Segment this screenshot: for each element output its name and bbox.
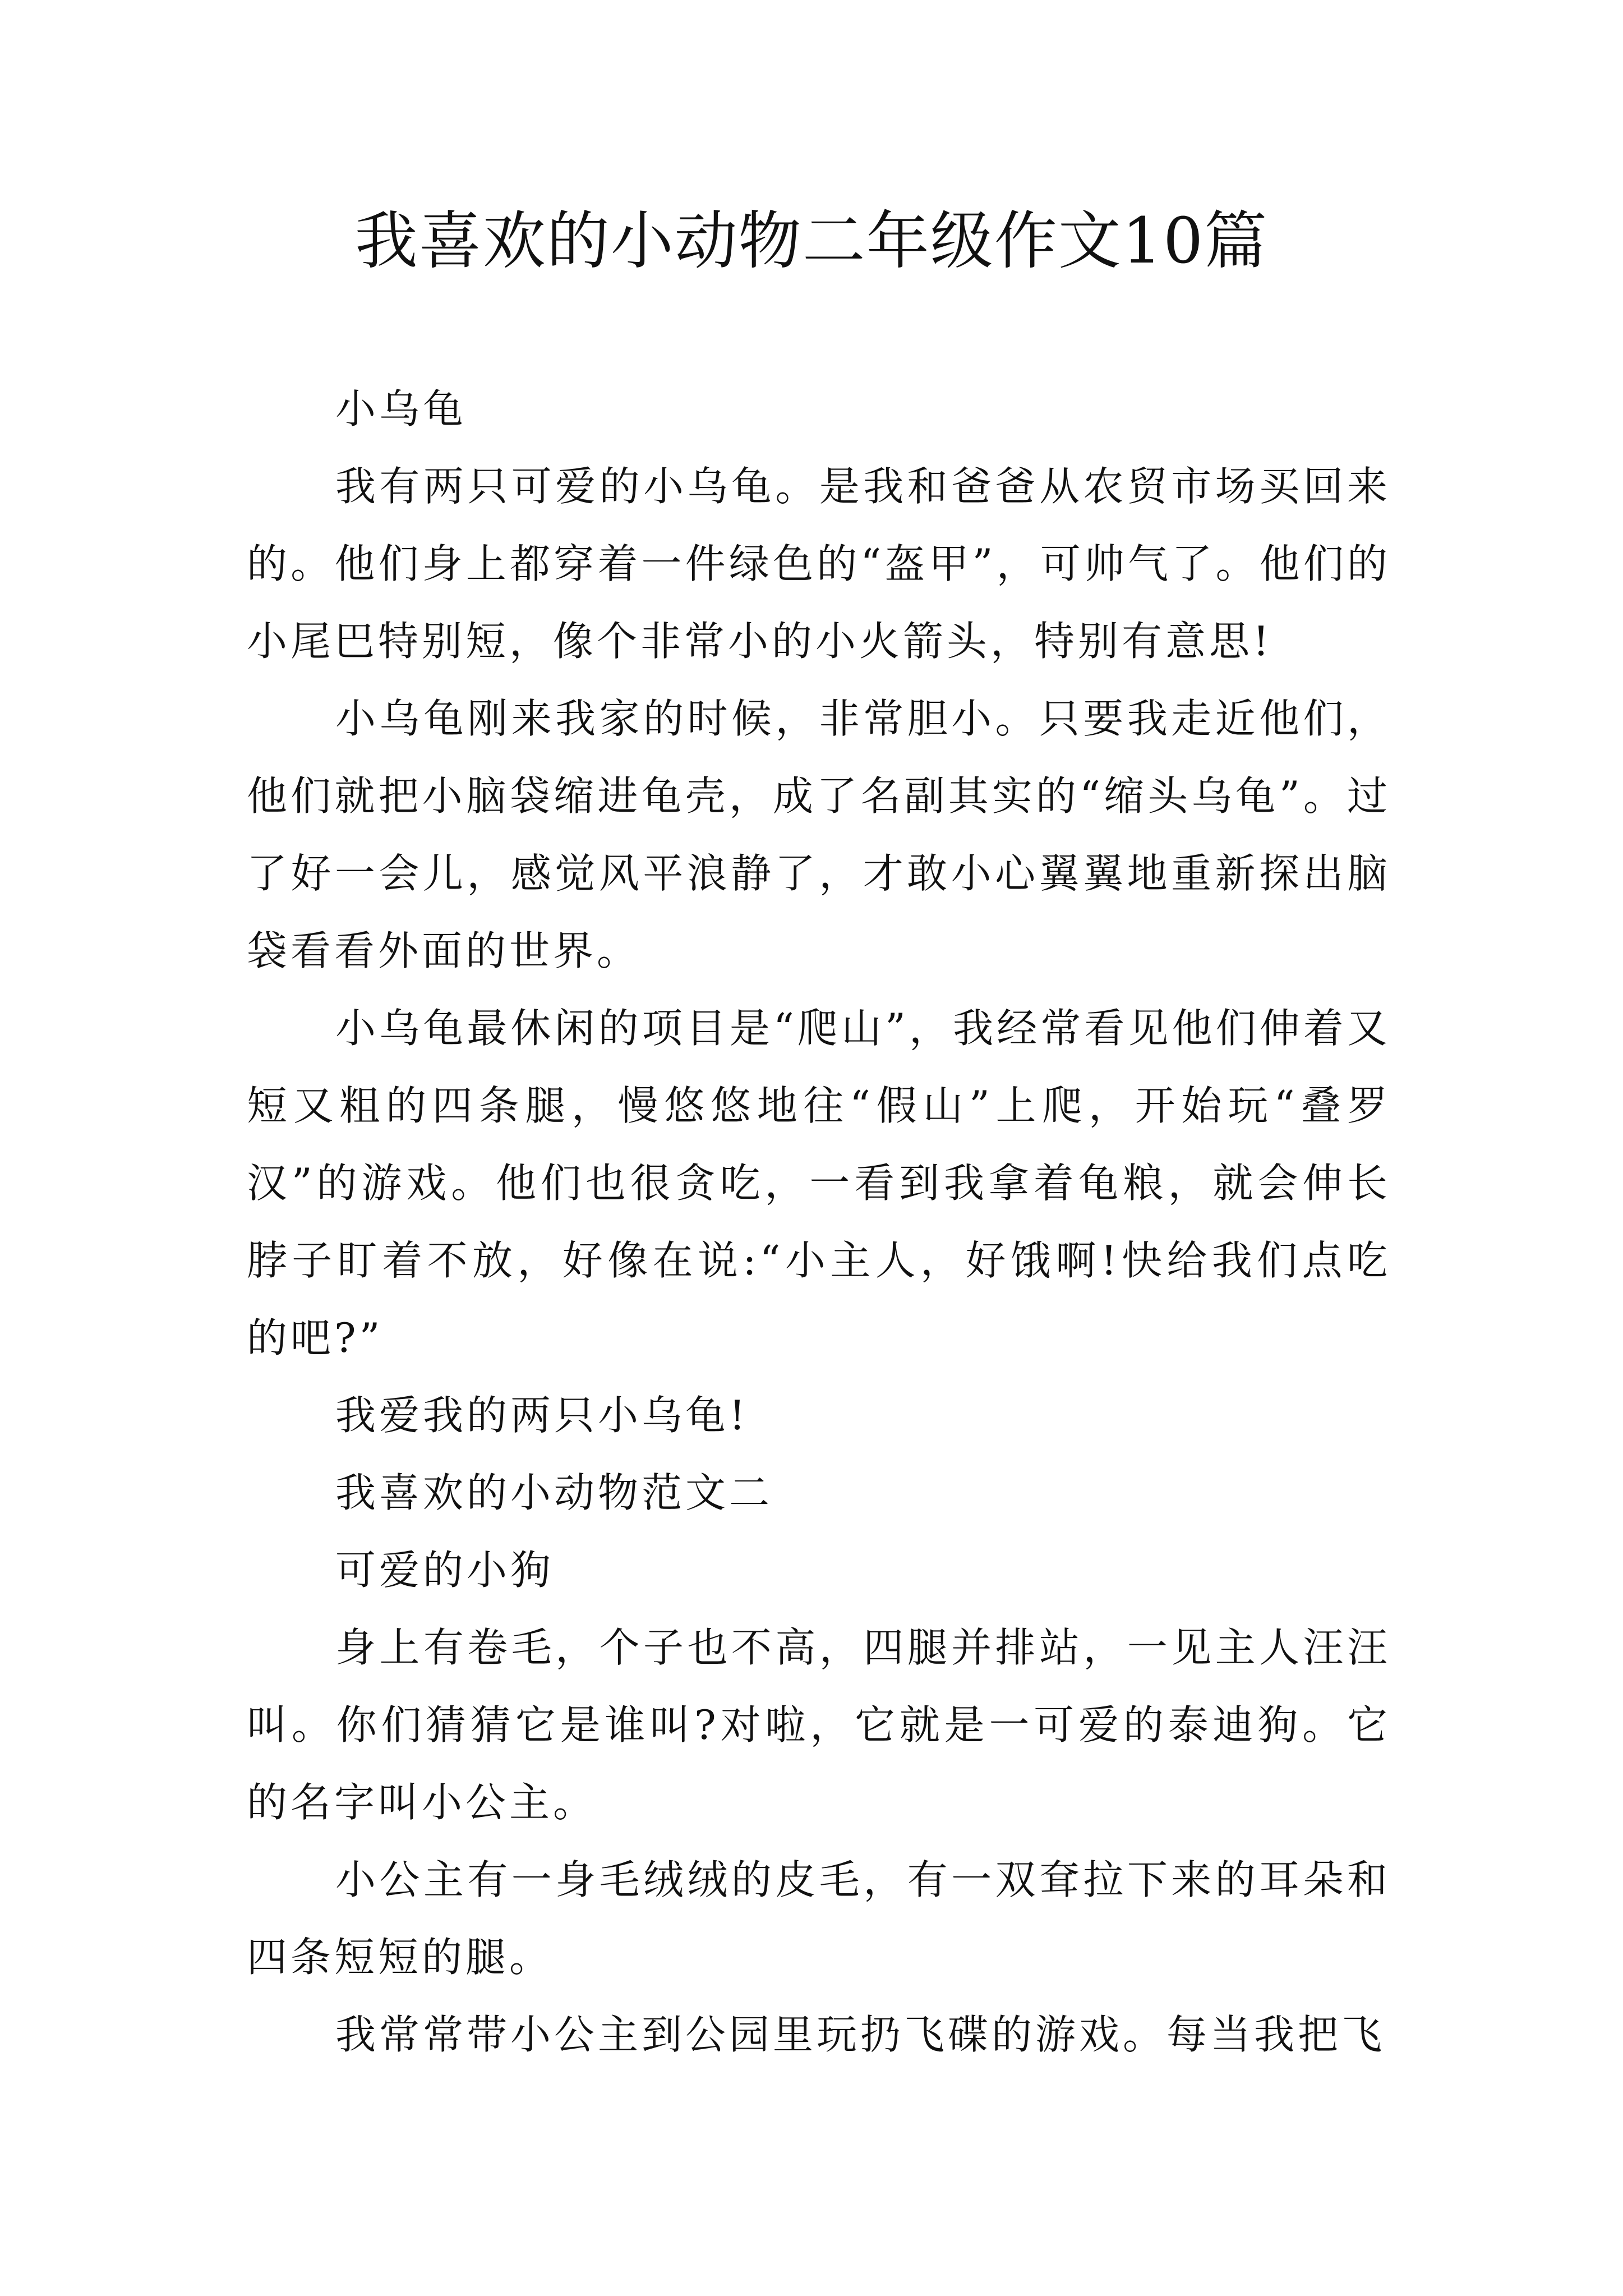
document-title: 我喜欢的小动物二年级作文10篇 <box>354 205 1269 278</box>
paragraph: 小乌龟刚来我家的时候，非常胆小。只要我走近他们，他们就把小脑袋缩进龟壳，成了名副其实的“缩头乌龟”。过了好一会儿，感觉风平浪静了，才敢小心翼翼地重新探出脑袋看看外面的世界。 <box>247 695 1391 974</box>
document-body <box>247 370 1391 2073</box>
section-heading-essay-two: 我喜欢的小动物范文二 <box>335 1469 773 1516</box>
paragraph: 小乌龟最休闲的项目是“爬山”，我经常看见他们伸着又短又粗的四条腿，慢悠悠地往“假山”上爬，开始玩“叠罗汉”的游戏。他们也很贪吃，一看到我拿着龟粮，就会伸长脖子盯着不放，好像在说:“小主人，好饿啊!快给我们点吃的吧?” <box>247 1005 1391 1361</box>
paragraph: 我爱我的两只小乌龟! <box>335 1392 749 1439</box>
section-heading-turtle: 小乌龟 <box>335 385 467 432</box>
section-heading-dog: 可爱的小狗 <box>335 1547 555 1594</box>
paragraph: 身上有卷毛，个子也不高，四腿并排站，一见主人汪汪叫。你们猜猜它是谁叫?对啦，它就是一可爱的泰迪狗。它的名字叫小公主。 <box>247 1624 1391 1826</box>
paragraph: 小公主有一身毛绒绒的皮毛，有一双耷拉下来的耳朵和四条短短的腿。 <box>247 1856 1391 1981</box>
paragraph: 我常常带小公主到公园里玩扔飞碟的游戏。每当我把飞 <box>335 2011 1386 2058</box>
paragraph: 我有两只可爱的小乌龟。是我和爸爸从农贸市场买回来的。他们身上都穿着一件绿色的“盔甲”，可帅气了。他们的小尾巴特别短，像个非常小的小火箭头，特别有意思! <box>247 463 1391 665</box>
